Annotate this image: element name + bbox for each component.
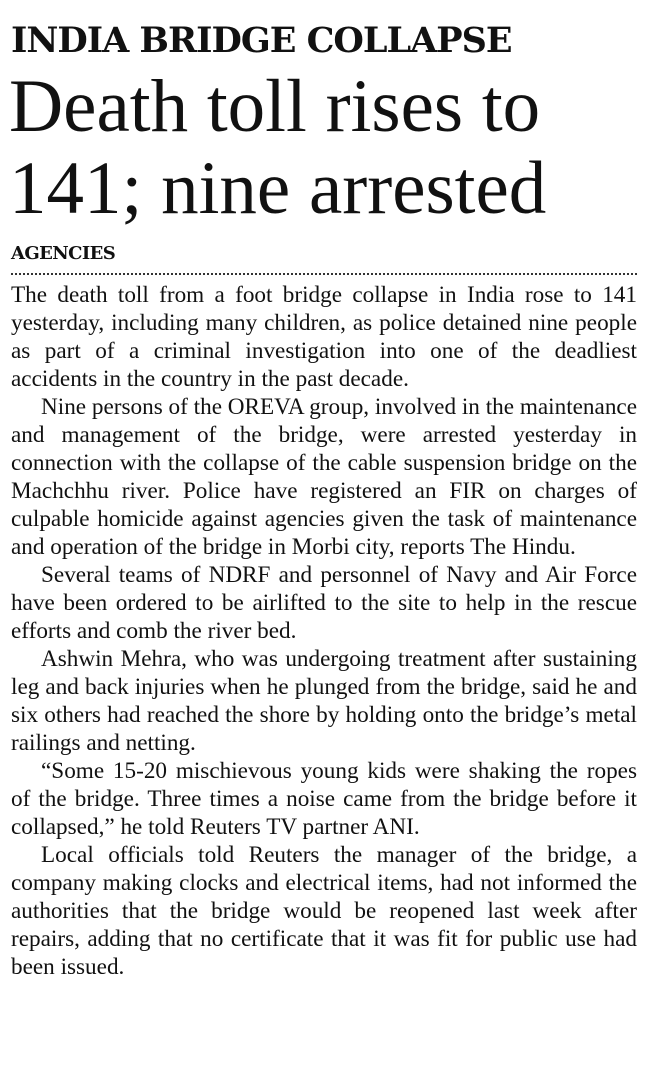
paragraph-2: Nine persons of the OREVA group, involved in the maintenance and management of the bridge, were arrested yesterday in connection with the collapse of the cable suspension bridge on the Machchhu river. Police have registered an FIR on charges of culpable homicide against agencies given the task of maintenance and operation of the bridge in Morbi city, reports The Hindu.: [11, 394, 637, 560]
paragraph-3: Several teams of NDRF and personnel of Navy and Air Force have been ordered to be airlifted to the site to help in the rescue efforts and comb the river bed.: [11, 562, 637, 644]
news-article: [11, 18, 637, 981]
paragraph-4: Ashwin Mehra, who was undergoing treatment after sustaining leg and back injuries when he plunged from the bridge, said he and six others had reached the shore by holding onto the bridge’s metal railings and netting.: [11, 646, 637, 756]
section-kicker: INDIA BRIDGE COLLAPSE: [11, 20, 512, 61]
paragraph-6: Local officials told Reuters the manager of the bridge, a company making clocks and electrical items, had not informed the authorities that the bridge would be reopened last week after repairs, adding that no certificate that it was fit for public use had been issued.: [11, 842, 637, 980]
dotted-divider: [11, 273, 637, 275]
paragraph-1: The death toll from a foot bridge collapse in India rose to 141 yesterday, including many children, as police detained nine people as part of a criminal investigation into one of the deadliest accidents in the country in the past decade.: [11, 282, 637, 392]
headline: Death toll rises to 141; nine arrested: [9, 65, 547, 230]
paragraph-5: “Some 15-20 mischievous young kids were shaking the ropes of the bridge. Three times a noise came from the bridge before it collapsed,” he told Reuters TV partner ANI.: [11, 758, 637, 840]
byline: AGENCIES: [11, 243, 116, 264]
article-body: [11, 281, 637, 981]
